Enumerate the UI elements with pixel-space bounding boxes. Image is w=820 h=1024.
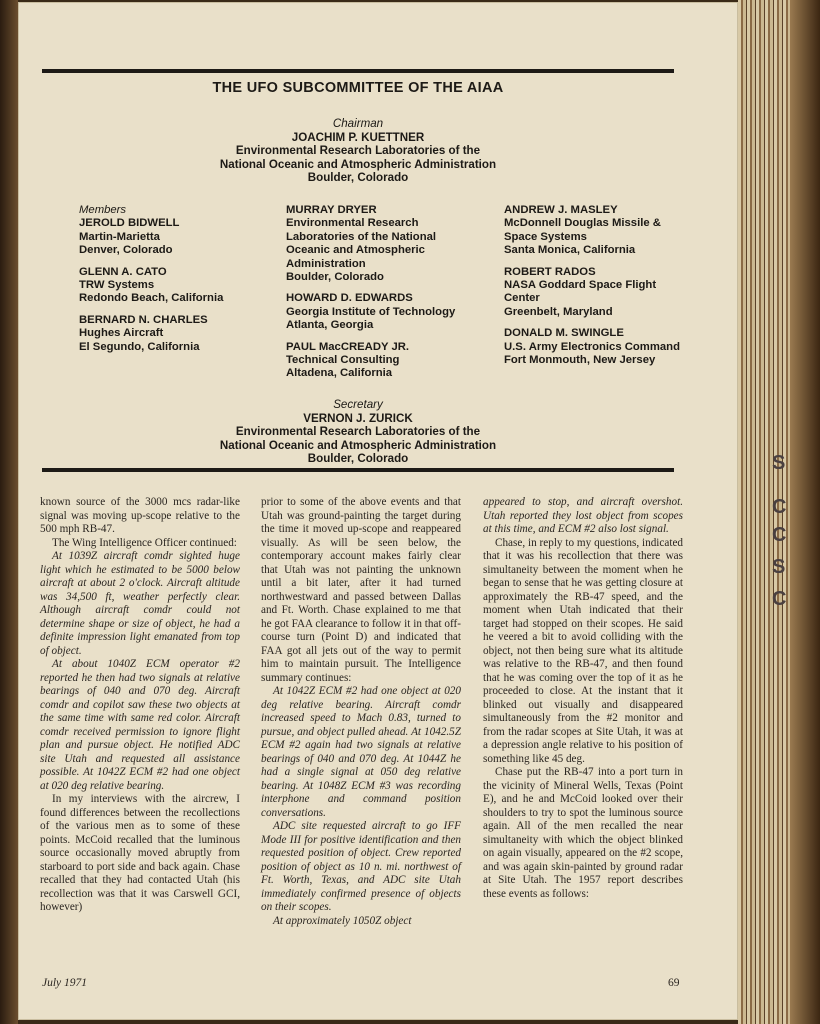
paragraph: In my interviews with the aircrew, I found differences between the recollections of the various men as to some of these points. McCoid recalled that the luminous source occasionally moved abruptly from starboard to port side and back again. Chase recalled that they had contacted Utah (his recollection was that it was Carswell GCI, however) bbox=[40, 793, 240, 913]
member-line: Laboratories of the National bbox=[286, 230, 437, 243]
member-line: Altadena, California bbox=[286, 367, 393, 380]
page-edges-shadow bbox=[790, 0, 820, 1024]
member-line: Fort Monmouth, New Jersey bbox=[504, 354, 656, 367]
chairman-org2: National Oceanic and Atmospheric Administration bbox=[219, 157, 497, 171]
member-line: Administration bbox=[286, 257, 366, 270]
edge-letter: C bbox=[772, 524, 787, 546]
members-label: Members bbox=[79, 204, 127, 216]
secretary-role: Secretary bbox=[333, 398, 383, 411]
member-line: Oceanic and Atmospheric bbox=[286, 244, 425, 257]
secretary-org2: National Oceanic and Atmospheric Administration bbox=[219, 438, 497, 452]
member-line: NASA Goddard Space Flight bbox=[504, 279, 657, 292]
bottom-rule bbox=[42, 468, 674, 472]
footer-date: July 1971 bbox=[42, 977, 88, 989]
members-column-1 bbox=[79, 204, 223, 362]
body-column-3 bbox=[483, 496, 683, 901]
member-name: ANDREW J. MASLEY bbox=[504, 204, 618, 216]
member-entry bbox=[504, 327, 680, 367]
paragraph: At about 1040Z ECM operator #2 reported he then had two signals at relative bearings of 040 and 070 deg. Aircraft comdr and copilot saw these two objects at the same time with same red color. Aircraft comdr received permission to ignore flight plan and pursue object. He notified ADC site Utah and requested all assistance possible. At 1042Z ECM #2 had one object at 020 deg relative bearing. bbox=[40, 658, 240, 792]
member-entry bbox=[504, 266, 680, 320]
member-line: El Segundo, California bbox=[79, 340, 200, 353]
paragraph: prior to some of the above events and that Utah was ground-painting the target during the time it moved up-scope and reappeared visually. As will be seen below, the contemporary account makes fairly clear that Utah was not painting the unknown until a bit later, after it had turned northwestward and passed between Dallas and Ft. Worth. Chase explained to me that he got FAA clearance to follow it in that off-course turn (Point D) and indicated that FAA got all jets out of the way to permit him to maintain pursuit. The Intelligence summary continues: bbox=[261, 496, 461, 684]
member-name: MURRAY DRYER bbox=[286, 204, 377, 216]
top-rule bbox=[42, 69, 674, 73]
member-line: TRW Systems bbox=[79, 279, 155, 292]
member-line: Atlanta, Georgia bbox=[286, 319, 374, 332]
member-line: Denver, Colorado bbox=[79, 244, 173, 257]
paragraph: At 1039Z aircraft comdr sighted huge light which he estimated to be 5000 below aircraft at about 2 o'clock. Aircraft altitude was 34,500 ft, weather perfectly clear. Although aircraft comdr could not determine shape or size of object, he had a definite impression light emanated from top of object. bbox=[40, 550, 240, 657]
secretary-name: VERNON J. ZURICK bbox=[303, 411, 413, 425]
page-title: THE UFO SUBCOMMITTEE OF THE AIAA bbox=[212, 80, 504, 96]
member-line: Redondo Beach, California bbox=[79, 292, 224, 305]
member-line: Santa Monica, California bbox=[504, 244, 636, 257]
member-name: BERNARD N. CHARLES bbox=[79, 313, 208, 326]
edge-letter: S bbox=[772, 452, 786, 474]
member-name: DONALD M. SWINGLE bbox=[504, 327, 624, 340]
member-line: Boulder, Colorado bbox=[286, 271, 384, 284]
paragraph: ADC site requested aircraft to go IFF Mode III for positive identification and then requested position of object. Crew reported position of object as 10 n. mi. northwest of Ft. Worth, Texas, and ADC site Utah immediately confirmed presence of objects on their scopes. bbox=[261, 820, 461, 913]
chairman-location: Boulder, Colorado bbox=[307, 171, 409, 185]
member-name: HOWARD D. EDWARDS bbox=[286, 292, 413, 305]
member-line: Space Systems bbox=[504, 230, 587, 243]
member-line: Martin-Marietta bbox=[79, 230, 160, 243]
member-entry bbox=[286, 292, 455, 332]
paragraph: At 1042Z ECM #2 had one object at 020 deg relative bearing. Aircraft comdr increased speed to Mach 0.83, turned to pursue, and object pulled ahead. At 1042.5Z ECM #2 again had two signals at relative bearings of 040 and 070 deg. At 1044Z he had a single signal at 050 deg relative bearing. At 1048Z ECM #3 was recording interphone and command position conversations. bbox=[261, 685, 461, 819]
member-line: Technical Consulting bbox=[286, 354, 400, 367]
member-entry bbox=[79, 217, 223, 257]
chairman-org1: Environmental Research Laboratories of the bbox=[235, 144, 481, 158]
edge-letter: C bbox=[772, 588, 787, 610]
member-line: Hughes Aircraft bbox=[79, 327, 164, 340]
secretary-org1: Environmental Research Laboratories of the bbox=[235, 425, 481, 439]
member-line: Environmental Research bbox=[286, 217, 419, 230]
edge-letter: C bbox=[772, 496, 787, 518]
member-line: Center bbox=[504, 292, 540, 305]
member-entry bbox=[286, 204, 455, 284]
member-entry bbox=[504, 204, 680, 258]
paragraph: The Wing Intelligence Officer continued: bbox=[52, 536, 237, 549]
member-line: Georgia Institute of Technology bbox=[286, 305, 456, 318]
paragraph: At approximately 1050Z object bbox=[273, 914, 412, 927]
paragraph: known source of the 3000 mcs radar-like signal was moving up-scope relative to the 500 mph RB-47. bbox=[40, 496, 240, 535]
member-name: ROBERT RADOS bbox=[504, 265, 596, 278]
paragraph: appeared to stop, and aircraft overshot. Utah reported they lost object from scopes at this time, and ECM #2 also lost signal. bbox=[483, 496, 683, 535]
member-name: PAUL MacCREADY JR. bbox=[286, 340, 410, 353]
member-entry bbox=[79, 266, 223, 306]
member-line: U.S. Army Electronics Command bbox=[504, 340, 680, 353]
body-column-2 bbox=[261, 496, 461, 928]
secretary-block bbox=[42, 398, 674, 466]
member-entry bbox=[79, 314, 223, 354]
members-column-2 bbox=[286, 204, 455, 389]
member-entry bbox=[286, 341, 455, 381]
member-name: GLENN A. CATO bbox=[79, 265, 167, 278]
members-column-3 bbox=[504, 204, 680, 375]
paragraph: Chase, in reply to my questions, indicated that it was his recollection that there was simultaneity between the moment when he began to sense that he was getting closure at approximately the RB-47 speed, and the moment when Utah indicated that their target had stopped on their scopes. He said he veered a bit to avoid colliding with the object, not then being sure what its altitude was relative to the RB-47, and then found that he was coming over the top of it as he proceeded to close. At the instant that it blinked out visually and disappeared simultaneously from the #2 monitor and from the radar scopes at Site Utah, it was at a depression angle relative to his position of something like 45 deg. bbox=[483, 536, 683, 765]
chairman-name: JOACHIM P. KUETTNER bbox=[291, 130, 425, 144]
member-line: McDonnell Douglas Missile & bbox=[504, 217, 661, 230]
chairman-role: Chairman bbox=[332, 117, 384, 130]
secretary-location: Boulder, Colorado bbox=[307, 452, 409, 466]
edge-letter: S bbox=[772, 556, 786, 578]
paragraph: Chase put the RB-47 into a port turn in the vicinity of Mineral Wells, Texas (Point E), and he and McCoid looked over their shoulders to try to spot the luminous source again. All of the men recalled the near simultaneity with which the object blinked on again visually, appeared on the #2 scope, and was again skin-painted by ground radar at Site Utah. The 1957 report describes these events as follows: bbox=[483, 766, 683, 900]
member-name: JEROLD BIDWELL bbox=[79, 217, 180, 230]
book-spine bbox=[0, 0, 18, 1024]
member-line: Greenbelt, Maryland bbox=[504, 305, 613, 318]
chairman-block bbox=[42, 117, 674, 185]
body-column-1 bbox=[40, 496, 240, 915]
page-number: 69 bbox=[668, 977, 680, 989]
